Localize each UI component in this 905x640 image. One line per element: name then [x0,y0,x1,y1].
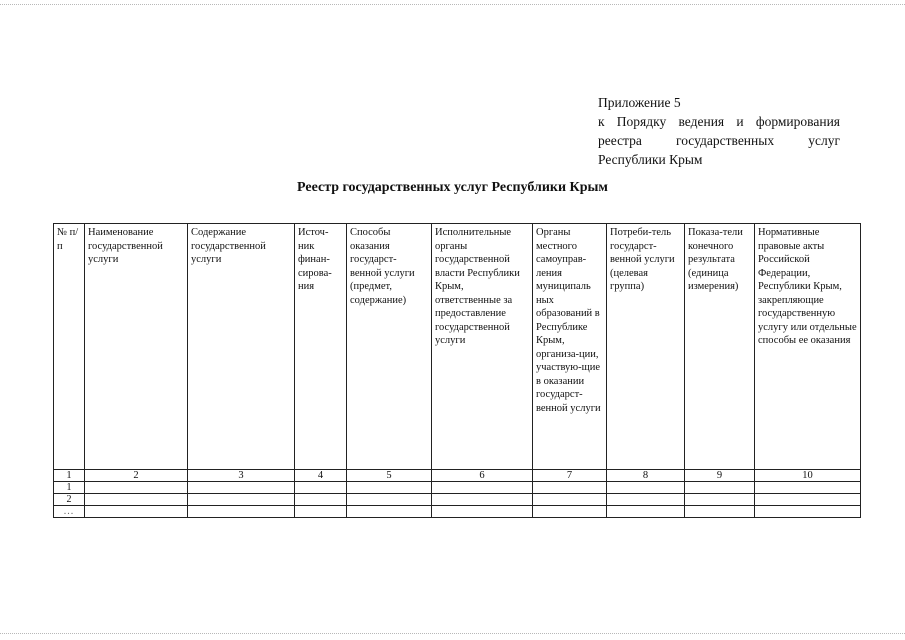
header-cell-executive-bodies: Исполнительные органы государственной власти Республики Крым, ответственные за предоставление государственной услуги [432,224,533,470]
table-cell [432,506,533,518]
column-number: 8 [607,470,685,482]
header-cell-number: № п/п [54,224,85,470]
document-title: Реестр государственных услуг Республики Крым [297,180,608,195]
table-cell [533,482,607,494]
header-cell-delivery-methods: Способы оказания государст-венной услуги (предмет, содержание) [347,224,432,470]
table-cell [188,506,295,518]
table-cell [755,482,861,494]
appendix-line-2: к Порядку ведения и формирования [598,114,840,129]
header-cell-consumer: Потреби-тель государст-венной услуги (целевая группа) [607,224,685,470]
header-cell-result-indicators: Показа-тели конечного результата (единица измерения) [685,224,755,470]
table-cell [607,494,685,506]
column-number: 10 [755,470,861,482]
column-number: 2 [85,470,188,482]
table-row [54,506,861,518]
table-cell [188,494,295,506]
registry-table [53,223,861,518]
appendix-line-4: Республики Крым [598,152,703,167]
appendix-note [598,93,840,169]
table-cell [607,482,685,494]
scan-artifact-top [0,4,905,5]
header-cell-local-bodies: Органы местного самоуправ-ления муниципаль ных образований в Республике Крым, организа-ции, участвую-щие в оказании государст-венной услуги [533,224,607,470]
table-cell [295,506,347,518]
appendix-line-3: реестра государственных услуг [598,133,840,148]
table-cell [85,506,188,518]
table-header-row [54,224,861,470]
table-cell [432,482,533,494]
row-index: ... [54,506,85,518]
header-cell-legal-acts: Нормативные правовые акты Российской Федерации, Республики Крым, закрепляющие государственную услугу или отдельные способы ее оказания [755,224,861,470]
table-cell [685,494,755,506]
header-cell-funding-source: Источ-ник финан-сирова-ния [295,224,347,470]
table-cell [685,482,755,494]
table-cell [432,494,533,506]
column-number: 6 [432,470,533,482]
column-number: 3 [188,470,295,482]
header-cell-service-content: Содержание государственной услуги [188,224,295,470]
table-cell [607,506,685,518]
table-cell [533,506,607,518]
column-number: 4 [295,470,347,482]
column-number: 5 [347,470,432,482]
column-number: 7 [533,470,607,482]
column-number-row [54,470,861,482]
table-cell [347,482,432,494]
table-cell [295,482,347,494]
table-row [54,494,861,506]
row-index: 2 [54,494,85,506]
table-cell [347,506,432,518]
table-cell [533,494,607,506]
column-number: 9 [685,470,755,482]
row-index: 1 [54,482,85,494]
table-cell [188,482,295,494]
table-cell [295,494,347,506]
column-number: 1 [54,470,85,482]
table-cell [755,494,861,506]
table-cell [85,494,188,506]
table-cell [85,482,188,494]
table-row [54,482,861,494]
table-cell [755,506,861,518]
appendix-line-1: Приложение 5 [598,95,681,110]
scan-artifact-bottom [0,633,905,634]
table-cell [685,506,755,518]
table-cell [347,494,432,506]
header-cell-service-name: Наименование государственной услуги [85,224,188,470]
